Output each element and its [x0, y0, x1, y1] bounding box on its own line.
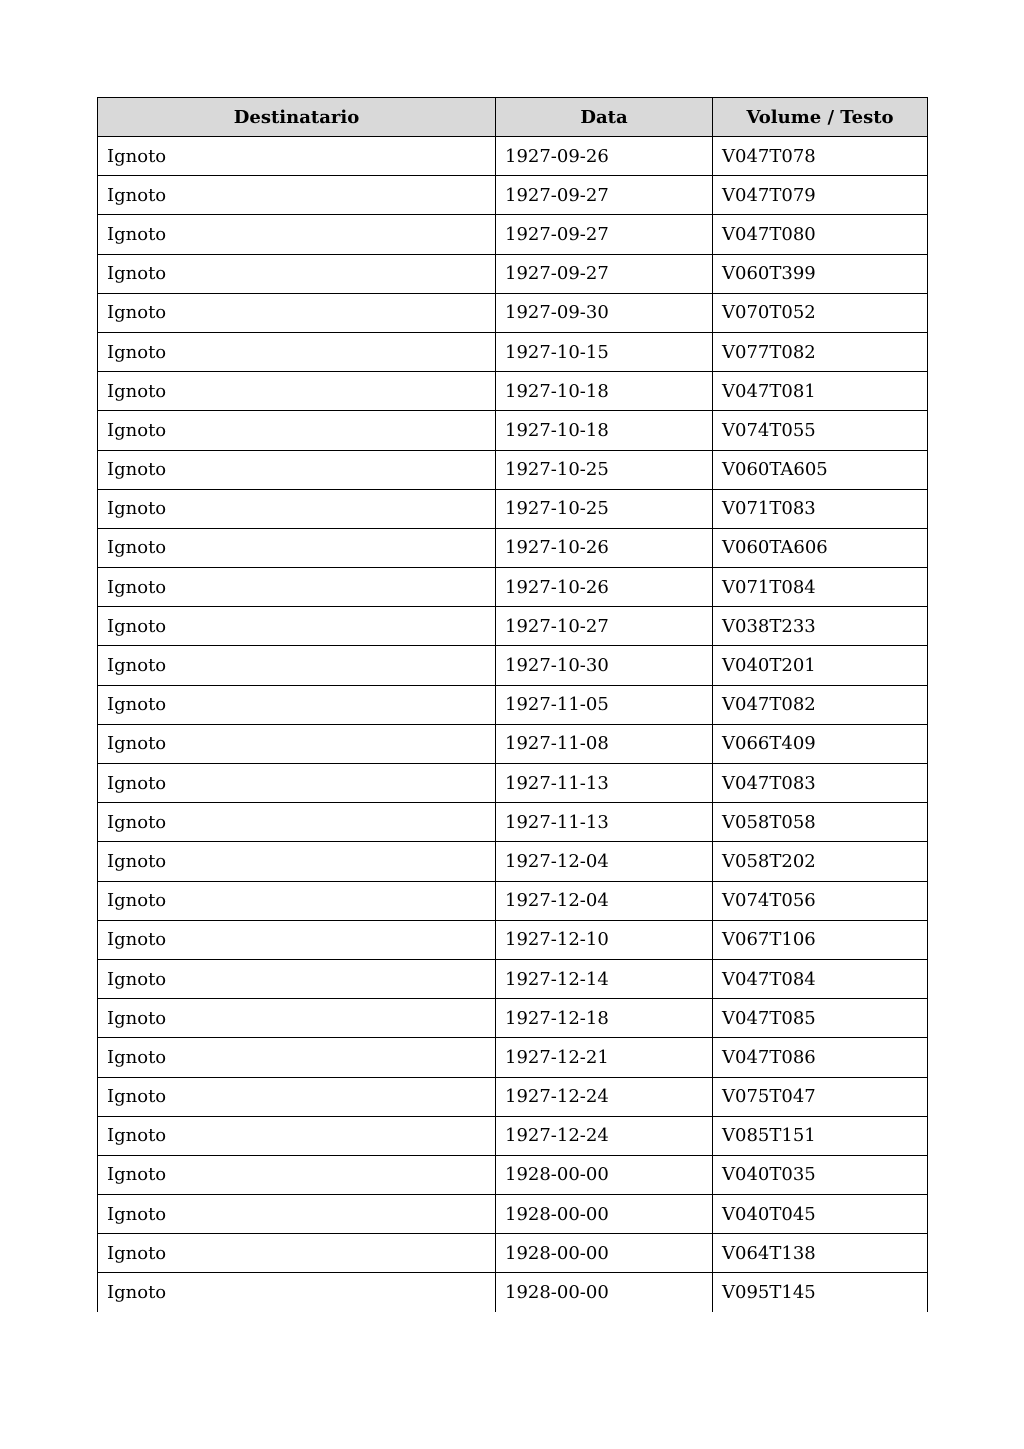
table-row — [98, 764, 928, 803]
data-cell: 1927-09-27 — [496, 254, 713, 293]
data-cell: 1927-12-14 — [496, 959, 713, 998]
table-row — [98, 724, 928, 763]
data-cell: 1928-00-00 — [496, 1195, 713, 1234]
destinatario-cell: Ignoto — [98, 842, 496, 881]
destinatario-cell: Ignoto — [98, 215, 496, 254]
volume-testo-cell: V058T058 — [713, 803, 928, 842]
data-cell: 1927-12-18 — [496, 999, 713, 1038]
volume-testo-cell: V060TA605 — [713, 450, 928, 489]
table-row — [98, 1155, 928, 1194]
table-row — [98, 1234, 928, 1273]
volume-testo-cell: V047T084 — [713, 959, 928, 998]
table-header-row — [98, 98, 928, 137]
volume-testo-cell: V047T081 — [713, 372, 928, 411]
volume-testo-cell: V058T202 — [713, 842, 928, 881]
destinatario-cell: Ignoto — [98, 999, 496, 1038]
volume-testo-cell: V071T084 — [713, 568, 928, 607]
data-cell: 1927-09-30 — [496, 293, 713, 332]
table-row — [98, 607, 928, 646]
data-cell: 1927-10-26 — [496, 568, 713, 607]
volume-testo-cell: V085T151 — [713, 1116, 928, 1155]
destinatario-cell: Ignoto — [98, 724, 496, 763]
data-cell: 1927-10-18 — [496, 411, 713, 450]
volume-testo-cell: V095T145 — [713, 1273, 928, 1312]
destinatario-cell: Ignoto — [98, 1234, 496, 1273]
volume-testo-cell: V047T083 — [713, 764, 928, 803]
table-row — [98, 215, 928, 254]
letters-table — [97, 97, 928, 1312]
data-cell: 1928-00-00 — [496, 1273, 713, 1312]
volume-testo-cell: V047T082 — [713, 685, 928, 724]
destinatario-cell: Ignoto — [98, 528, 496, 567]
destinatario-cell: Ignoto — [98, 1116, 496, 1155]
data-cell: 1928-00-00 — [496, 1234, 713, 1273]
data-cell: 1927-09-27 — [496, 176, 713, 215]
table-row — [98, 1038, 928, 1077]
table-row — [98, 293, 928, 332]
volume-testo-cell: V040T201 — [713, 646, 928, 685]
volume-testo-cell: V064T138 — [713, 1234, 928, 1273]
data-cell: 1927-10-25 — [496, 450, 713, 489]
destinatario-cell: Ignoto — [98, 959, 496, 998]
destinatario-cell: Ignoto — [98, 646, 496, 685]
table-row — [98, 1195, 928, 1234]
volume-testo-cell: V047T085 — [713, 999, 928, 1038]
table-row — [98, 372, 928, 411]
destinatario-cell: Ignoto — [98, 293, 496, 332]
table-row — [98, 646, 928, 685]
data-cell: 1927-10-15 — [496, 332, 713, 371]
table-row — [98, 254, 928, 293]
destinatario-cell: Ignoto — [98, 1195, 496, 1234]
data-cell: 1927-10-30 — [496, 646, 713, 685]
volume-testo-cell: V060TA606 — [713, 528, 928, 567]
data-cell: 1927-10-18 — [496, 372, 713, 411]
data-cell: 1927-10-25 — [496, 489, 713, 528]
data-cell: 1927-11-05 — [496, 685, 713, 724]
table-row — [98, 803, 928, 842]
destinatario-cell: Ignoto — [98, 137, 496, 176]
destinatario-cell: Ignoto — [98, 176, 496, 215]
destinatario-cell: Ignoto — [98, 254, 496, 293]
destinatario-cell: Ignoto — [98, 881, 496, 920]
header-volume-testo: Volume / Testo — [713, 98, 928, 137]
destinatario-cell: Ignoto — [98, 1077, 496, 1116]
table-row — [98, 450, 928, 489]
table-row — [98, 1077, 928, 1116]
volume-testo-cell: V077T082 — [713, 332, 928, 371]
destinatario-cell: Ignoto — [98, 920, 496, 959]
table-row — [98, 137, 928, 176]
data-cell: 1927-12-04 — [496, 881, 713, 920]
data-cell: 1927-12-10 — [496, 920, 713, 959]
destinatario-cell: Ignoto — [98, 372, 496, 411]
volume-testo-cell: V047T078 — [713, 137, 928, 176]
destinatario-cell: Ignoto — [98, 764, 496, 803]
table-row — [98, 1116, 928, 1155]
table-row — [98, 489, 928, 528]
table-row — [98, 920, 928, 959]
table-row — [98, 568, 928, 607]
data-cell: 1927-12-21 — [496, 1038, 713, 1077]
destinatario-cell: Ignoto — [98, 607, 496, 646]
table-row — [98, 332, 928, 371]
destinatario-cell: Ignoto — [98, 1273, 496, 1312]
volume-testo-cell: V047T080 — [713, 215, 928, 254]
destinatario-cell: Ignoto — [98, 1155, 496, 1194]
volume-testo-cell: V075T047 — [713, 1077, 928, 1116]
data-cell: 1927-11-13 — [496, 803, 713, 842]
volume-testo-cell: V074T055 — [713, 411, 928, 450]
destinatario-cell: Ignoto — [98, 1038, 496, 1077]
volume-testo-cell: V040T045 — [713, 1195, 928, 1234]
volume-testo-cell: V066T409 — [713, 724, 928, 763]
volume-testo-cell: V071T083 — [713, 489, 928, 528]
volume-testo-cell: V067T106 — [713, 920, 928, 959]
data-cell: 1927-12-24 — [496, 1116, 713, 1155]
header-data: Data — [496, 98, 713, 137]
data-cell: 1927-09-26 — [496, 137, 713, 176]
table-row — [98, 528, 928, 567]
volume-testo-cell: V038T233 — [713, 607, 928, 646]
destinatario-cell: Ignoto — [98, 803, 496, 842]
volume-testo-cell: V070T052 — [713, 293, 928, 332]
data-cell: 1928-00-00 — [496, 1155, 713, 1194]
destinatario-cell: Ignoto — [98, 411, 496, 450]
data-cell: 1927-12-24 — [496, 1077, 713, 1116]
table-row — [98, 959, 928, 998]
data-cell: 1927-10-26 — [496, 528, 713, 567]
header-destinatario: Destinatario — [98, 98, 496, 137]
table-row — [98, 1273, 928, 1312]
data-cell: 1927-10-27 — [496, 607, 713, 646]
volume-testo-cell: V047T079 — [713, 176, 928, 215]
destinatario-cell: Ignoto — [98, 450, 496, 489]
table-row — [98, 842, 928, 881]
table-row — [98, 685, 928, 724]
volume-testo-cell: V074T056 — [713, 881, 928, 920]
volume-testo-cell: V047T086 — [713, 1038, 928, 1077]
destinatario-cell: Ignoto — [98, 332, 496, 371]
table-body — [98, 137, 928, 1313]
table-row — [98, 411, 928, 450]
destinatario-cell: Ignoto — [98, 489, 496, 528]
destinatario-cell: Ignoto — [98, 568, 496, 607]
data-cell: 1927-11-08 — [496, 724, 713, 763]
table-row — [98, 176, 928, 215]
table-row — [98, 999, 928, 1038]
volume-testo-cell: V040T035 — [713, 1155, 928, 1194]
destinatario-cell: Ignoto — [98, 685, 496, 724]
data-cell: 1927-12-04 — [496, 842, 713, 881]
table-row — [98, 881, 928, 920]
data-cell: 1927-11-13 — [496, 764, 713, 803]
data-cell: 1927-09-27 — [496, 215, 713, 254]
volume-testo-cell: V060T399 — [713, 254, 928, 293]
